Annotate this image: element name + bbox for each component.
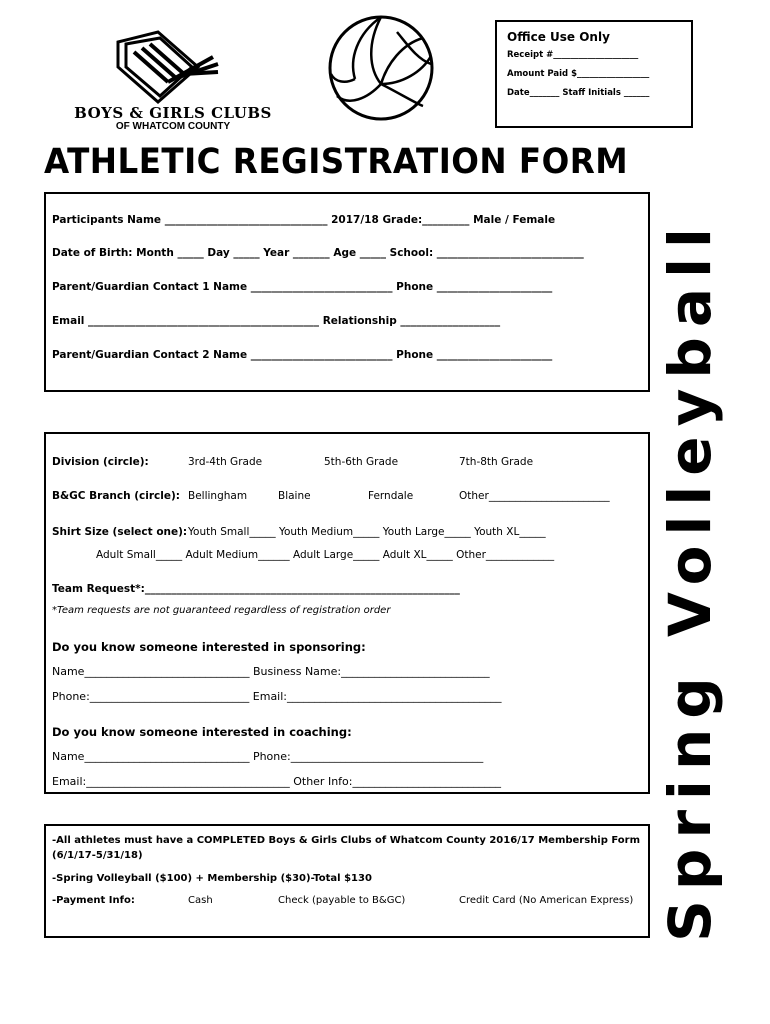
- division-label: Division (circle):: [52, 456, 149, 468]
- contact1-line[interactable]: Parent/Guardian Contact 1 Name ___________________________ Phone ______________________: [52, 281, 553, 293]
- membership-dates: (6/1/17-5/31/18): [52, 850, 143, 861]
- office-amount: Amount Paid $_________________: [507, 69, 650, 79]
- branch-option[interactable]: Blaine: [278, 490, 311, 502]
- contact2-line[interactable]: Parent/Guardian Contact 2 Name ___________________________ Phone ______________________: [52, 349, 553, 361]
- program-section: [44, 432, 650, 794]
- shirt-adult[interactable]: Adult Small_____ Adult Medium______ Adult Large_____ Adult XL_____ Other_____________: [96, 549, 555, 561]
- team-request[interactable]: Team Request*:____________________________________________________________: [52, 583, 460, 595]
- org-name: BOYS & GIRLS CLUBS: [74, 104, 272, 122]
- shirt-label: Shirt Size (select one):: [52, 526, 188, 538]
- fee-line: -Spring Volleyball ($100) + Membership ($30)-Total $130: [52, 873, 372, 884]
- branch-option[interactable]: Ferndale: [368, 490, 414, 502]
- side-title: Spring Volleyball: [656, 218, 724, 942]
- branch-option[interactable]: Bellingham: [188, 490, 248, 502]
- sponsor-question: Do you know someone interested in sponsoring:: [52, 640, 366, 654]
- coach-question: Do you know someone interested in coaching:: [52, 725, 352, 739]
- email-line[interactable]: Email ____________________________________________ Relationship ___________________: [52, 315, 501, 327]
- sponsor-line1[interactable]: Name______________________________ Business Name:___________________________: [52, 665, 490, 678]
- office-receipt: Receipt #____________________: [507, 50, 639, 60]
- payment-option-check[interactable]: Check (payable to B&GC): [278, 895, 406, 906]
- dob-line[interactable]: Date of Birth: Month _____ Day _____ Year _______ Age _____ School: ____________________________: [52, 247, 584, 259]
- participant-section: [44, 192, 650, 392]
- participant-name-line[interactable]: Participants Name _______________________________ 2017/18 Grade:_________ Male / Female: [52, 214, 556, 226]
- payment-option-cash[interactable]: Cash: [188, 895, 213, 906]
- payment-option-card[interactable]: Credit Card (No American Express): [459, 895, 634, 906]
- shirt-youth[interactable]: Youth Small_____ Youth Medium_____ Youth Large_____ Youth XL_____: [188, 526, 546, 538]
- org-subtitle: OF WHATCOM COUNTY: [115, 121, 231, 132]
- office-date: Date_______ Staff Initials ______: [507, 88, 650, 98]
- office-title: Office Use Only: [507, 30, 610, 44]
- form-title: ATHLETIC REGISTRATION FORM: [44, 142, 629, 182]
- division-option[interactable]: 3rd-4th Grade: [188, 456, 263, 468]
- office-use-box: [495, 20, 693, 128]
- coach-line2[interactable]: Email:_____________________________________ Other Info:___________________________: [52, 775, 501, 788]
- team-note: *Team requests are not guaranteed regardless of registration order: [52, 605, 391, 616]
- payment-section: [44, 824, 650, 938]
- sponsor-line2[interactable]: Phone:_____________________________ Email:_______________________________________: [52, 690, 502, 703]
- volleyball-icon: [327, 14, 435, 122]
- division-option[interactable]: 5th-6th Grade: [324, 456, 399, 468]
- coach-line1[interactable]: Name______________________________ Phone:___________________________________: [52, 750, 484, 763]
- branch-other[interactable]: Other_______________________: [459, 490, 610, 502]
- division-option[interactable]: 7th-8th Grade: [459, 456, 534, 468]
- branch-label: B&GC Branch (circle):: [52, 490, 180, 502]
- membership-note: -All athletes must have a COMPLETED Boys & Girls Clubs of Whatcom County 2016/17 Membership Form: [52, 835, 641, 846]
- payment-label: -Payment Info:: [52, 895, 135, 906]
